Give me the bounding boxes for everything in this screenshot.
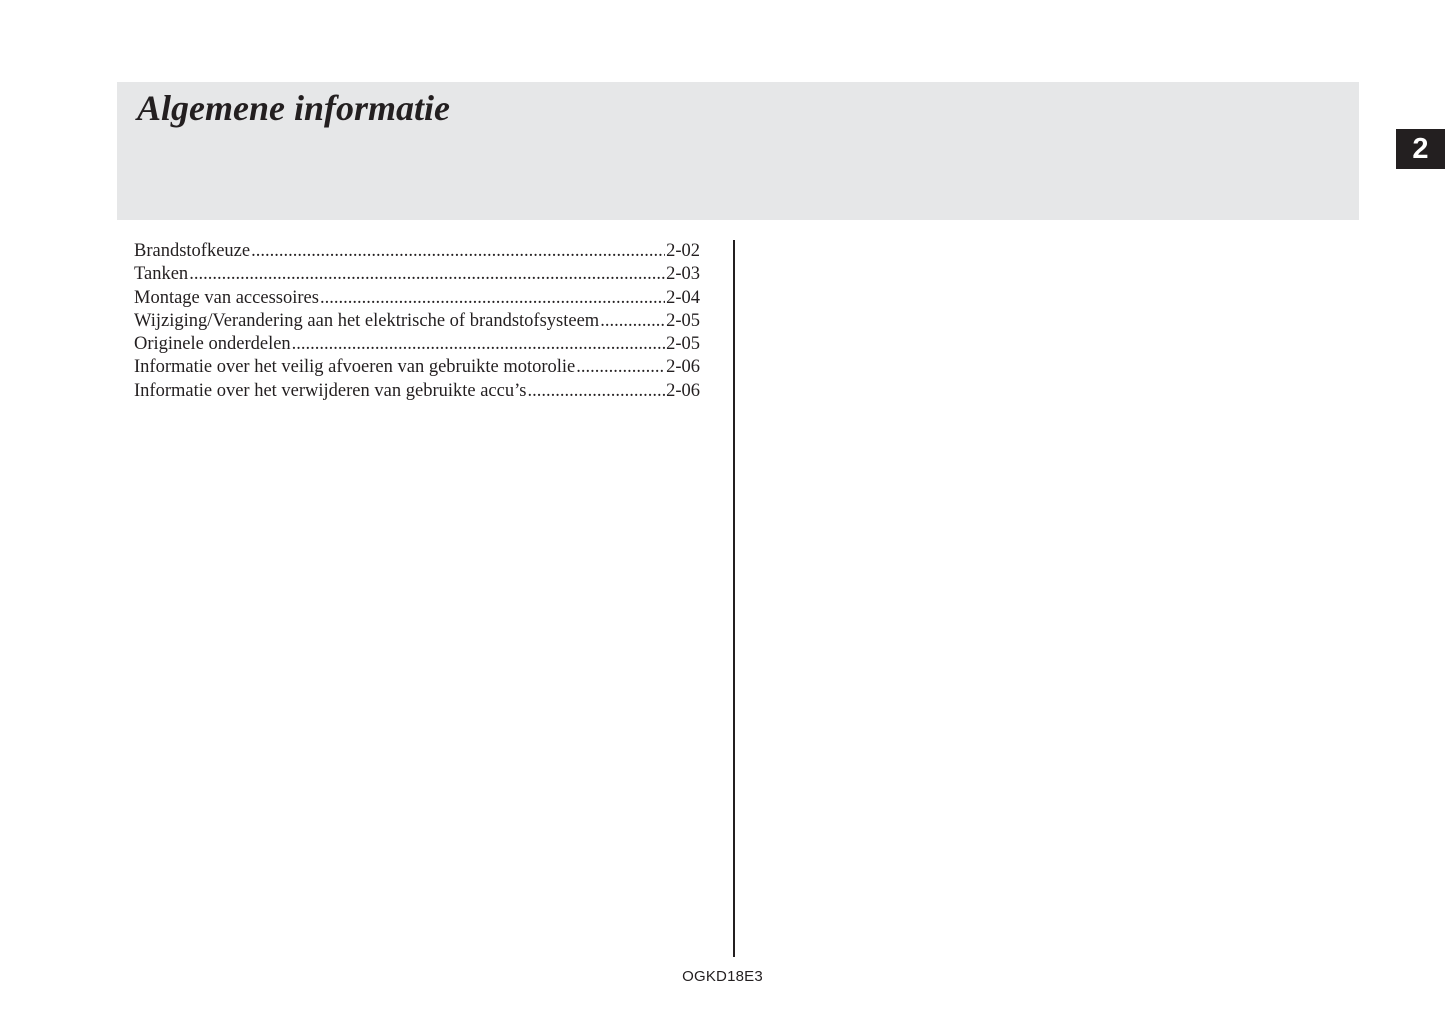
toc-entry-label: Originele onderdelen xyxy=(134,334,291,355)
toc-entry[interactable] xyxy=(134,333,700,356)
toc-entry-label: Tanken xyxy=(134,264,189,285)
toc-entry[interactable] xyxy=(134,356,700,379)
toc-entry-page: 2-05 xyxy=(666,310,700,331)
toc-leader-dots xyxy=(320,287,665,310)
table-of-contents xyxy=(134,240,700,403)
toc-entry[interactable] xyxy=(134,380,700,403)
toc-entry-page: 2-05 xyxy=(666,334,700,355)
page-code: OGKD18E3 xyxy=(682,968,763,985)
toc-entry-page: 2-06 xyxy=(666,357,700,378)
toc-leader-dots xyxy=(251,240,665,263)
toc-leader-dots xyxy=(576,356,665,379)
toc-entry[interactable] xyxy=(134,263,700,286)
toc-entry-label: Informatie over het veilig afvoeren van gebruikte motorolie xyxy=(134,357,576,378)
toc-entry-label: Montage van accessoires xyxy=(134,287,319,308)
column-divider xyxy=(733,240,735,957)
toc-entry-page: 2-04 xyxy=(666,287,700,308)
toc-leader-dots xyxy=(527,380,665,403)
toc-leader-dots xyxy=(292,333,665,356)
header-band xyxy=(117,82,1359,220)
toc-entry-label: Informatie over het verwijderen van gebruikte accu’s xyxy=(134,380,527,401)
toc-entry[interactable] xyxy=(134,310,700,333)
toc-leader-dots xyxy=(189,263,665,286)
toc-entry-page: 2-02 xyxy=(666,241,700,261)
toc-entry-page: 2-03 xyxy=(666,264,700,285)
toc-entry[interactable] xyxy=(134,240,700,263)
toc-entry[interactable] xyxy=(134,287,700,310)
chapter-tab: 2 xyxy=(1396,129,1445,169)
page-title: Algemene informatie xyxy=(137,88,450,128)
toc-entry-label: Wijziging/Verandering aan het elektrische of brandstofsysteem xyxy=(134,310,600,331)
toc-entry-label: Brandstofkeuze xyxy=(134,241,251,261)
toc-leader-dots xyxy=(600,310,665,333)
toc-entry-page: 2-06 xyxy=(666,380,700,401)
